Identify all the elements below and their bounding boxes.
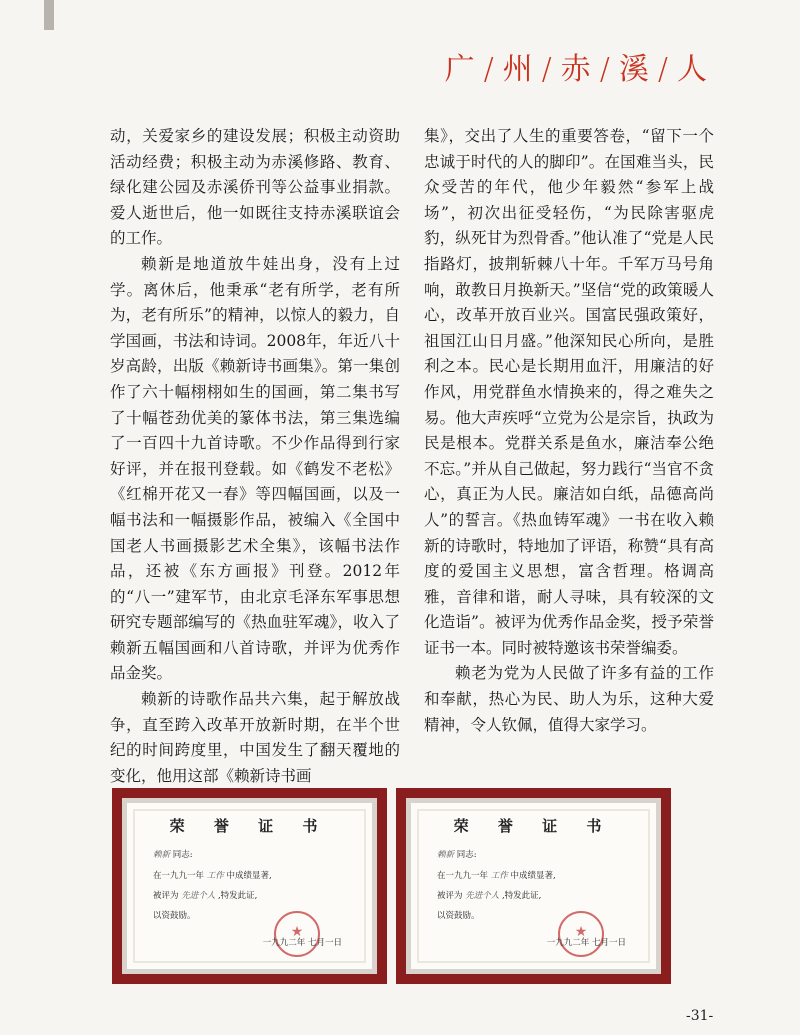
- certificate-award: 被评为 先进个人 ,特发此证,: [437, 891, 542, 901]
- certificate-recipient: 赖新 同志:: [437, 850, 477, 860]
- header-separator: /: [483, 52, 497, 87]
- page-number: -31-: [686, 1008, 714, 1024]
- paragraph: 集》，交出了人生的重要答卷，“留下一个忠诚于时代的人的脚印”。在国难当头，民众受苦的年代，他少年毅然“参军上战场”，初次出征受轻伤，“为民除害驱虎豹，纵死甘为烈骨香。”他认准了“党是人民指路灯，披荆斩棘八十年。千军万马号角响，敢教日月换新天。”坚信“党的政策暖人心，改革开放百业兴。国富民强政策好，祖国江山日月盛。”他深知民心所向，是胜利之本。民心是长期用血汗，用廉洁的好作风，用党群鱼水情换来的，得之难失之易。他大声疾呼“立党为公是宗旨，执政为民是根本。党群关系是鱼水，廉洁奉公绝不忘。”并从自己做起，努力践行“当官不贪心，真正为人民。廉洁如白纸，品德高尚人”的誓言。《热血铸军魂》一书在收入赖新的诗歌时，特地加了评语，称赞“具有高度的爱国主义思想，富含哲理。格调高雅，音律和谐，耐人寻味，具有较深的文化造诣”。被评为优秀作品金奖，授予荣誉证书一本。同时被特邀该书荣誉编委。: [424, 127, 714, 657]
- red-seal-icon: [274, 911, 320, 957]
- paragraph: 赖老为党为人民做了许多有益的工作和奉献，热心为民、助人为乐，这种大爱精神，令人钦佩，值得大家学习。: [424, 664, 714, 734]
- header-char: 赤: [560, 52, 594, 87]
- header-separator: /: [541, 52, 555, 87]
- certificate-date: 一九九二年 七月一日: [546, 938, 626, 948]
- header-char: 州: [502, 52, 536, 87]
- left-text-column: [110, 124, 400, 789]
- paragraph: 赖新是地道放牛娃出身，没有上过学。离休后，他秉承“老有所学，老有所为，老有所乐”的精神，以惊人的毅力，自学国画，书法和诗词。2008年，年近八十岁高龄，出版《赖新诗书画集》。第一集创作了六十幅栩栩如生的国画，第二集书写了十幅苍劲优美的篆体书法，第三集选编了一百四十九首诗歌。不少作品得到行家好评，并在报刊登载。如《鹤发不老松》《红棉开花又一春》等四幅国画，以及一幅书法和一幅摄影作品，被编入《全国中国老人书画摄影艺术全集》，该幅书法作品，还被《东方画报》刊登。2012年的“八一”建军节，由北京毛泽东军事思想研究专题部编写的《热血驻军魂》，收入了赖新五幅国画和八首诗歌，并评为优秀作品金奖。: [110, 254, 400, 683]
- certificate-recipient: 赖新 同志:: [153, 850, 193, 860]
- top-decoration-bar: [44, 0, 54, 30]
- certificate-photo-1: [112, 788, 387, 984]
- header-separator: /: [599, 52, 613, 87]
- certificate-body: 在一九九一年 工作 中成绩显著,: [437, 871, 556, 881]
- certificate-date: 一九九二年 七月一日: [262, 938, 342, 948]
- paragraph: 赖新的诗歌作品共六集，起于解放战争，直至跨入改革开放新时期，在半个世纪的时间跨度里，中国发生了翻天覆地的变化，他用这部《赖新诗书画: [110, 690, 400, 785]
- paragraph: 动，关爱家乡的建设发展；积极主动资助活动经费；积极主动为赤溪修路、教育、绿化建公园及赤溪侨刊等公益事业捐款。爱人逝世后，他一如既往支持赤溪联谊会的工作。: [110, 127, 400, 248]
- certificate-closing: 以资鼓励。: [437, 911, 480, 921]
- certificate-title: 荣 誉 证 书: [169, 817, 330, 835]
- right-text-column: [424, 124, 714, 738]
- certificate: [122, 798, 377, 974]
- certificate-body: 在一九九一年 工作 中成绩显著,: [153, 871, 272, 881]
- certificate-title: 荣 誉 证 书: [453, 817, 614, 835]
- section-header: [445, 44, 710, 88]
- certificate: [406, 798, 661, 974]
- header-separator: /: [657, 52, 671, 87]
- certificate-award: 被评为 先进个人 ,特发此证,: [153, 891, 258, 901]
- certificate-photo-2: [396, 788, 671, 984]
- header-char: 溪: [618, 52, 652, 87]
- certificate-closing: 以资鼓励。: [153, 911, 196, 921]
- header-char: 人: [677, 52, 710, 87]
- header-char: 广: [444, 52, 478, 87]
- red-seal-icon: [558, 911, 604, 957]
